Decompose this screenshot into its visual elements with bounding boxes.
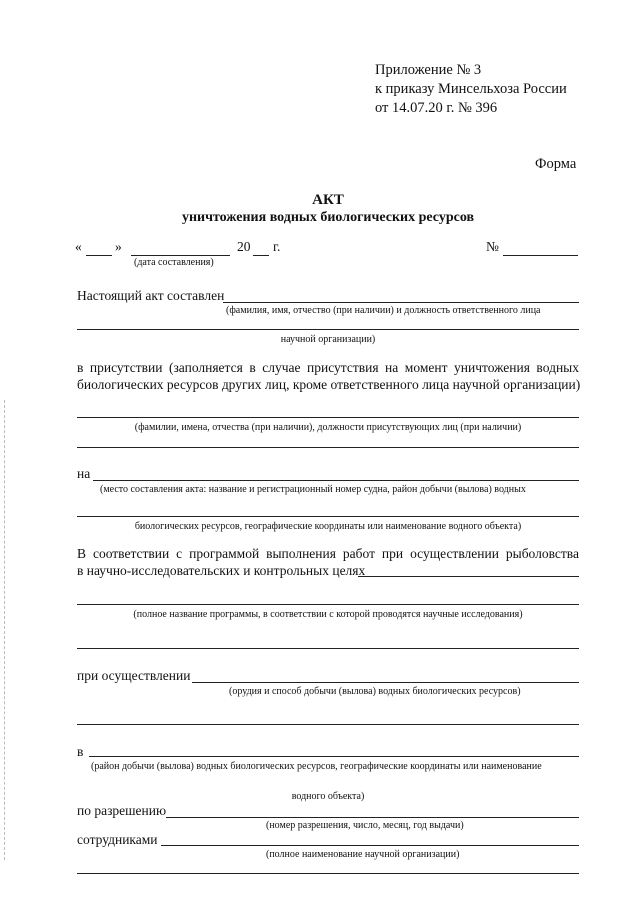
staff-caption: (полное наименование научной организации) — [266, 849, 460, 860]
attendees-caption: (фамилии, имена, отчества (при наличии), должности присутствующих лиц (при наличии) — [134, 422, 522, 433]
quote-close: » — [115, 239, 122, 254]
program-caption: (полное название программы, в соответствии с которой проводятся научные исследования) — [133, 609, 523, 620]
composed-label: Настоящий акт составлен — [77, 288, 225, 303]
place-caption: (место составления акта: название и регистрационный номер судна, район добычи (вылова) водных — [100, 484, 526, 495]
staff-label: сотрудниками — [77, 832, 158, 847]
gear-field-2[interactable] — [77, 724, 579, 725]
gear-caption: (орудия и способ добычи (вылова) водных биологических ресурсов) — [229, 686, 521, 697]
program-field-3[interactable] — [77, 648, 579, 649]
appendix-number: Приложение № 3 — [375, 62, 482, 78]
form-label: Форма — [535, 156, 577, 172]
area-caption-2: водного объекта) — [291, 791, 365, 802]
area-caption: (район добычи (вылова) водных биологических ресурсов, географические координаты или наименование — [91, 761, 542, 772]
act-number-field[interactable] — [503, 255, 578, 256]
year-field[interactable] — [253, 255, 269, 256]
year-suffix: г. — [273, 239, 281, 254]
permit-field[interactable] — [166, 817, 579, 818]
document-title: АКТ — [312, 192, 344, 208]
permit-caption: (номер разрешения, число, месяц, год выдачи) — [266, 820, 464, 831]
place-field-2[interactable] — [77, 516, 579, 517]
place-label: на — [77, 466, 91, 481]
area-field[interactable] — [89, 756, 579, 757]
number-sign: № — [486, 239, 499, 254]
area-label: в — [77, 744, 84, 759]
program-text-line1: В соответствии с программой выполнения работ при осуществлении рыболовства — [77, 546, 579, 561]
place-caption-2: биологических ресурсов, географические координаты или наименование водного объекта) — [134, 521, 522, 532]
gear-label: при осуществлении — [77, 668, 191, 683]
gear-field[interactable] — [192, 682, 579, 683]
order-reference: к приказу Минсельхоза России — [375, 81, 567, 97]
margin-dash-line — [4, 400, 5, 860]
year-prefix: 20 — [237, 239, 251, 254]
attendees-field-2[interactable] — [77, 447, 579, 448]
responsible-person-field-2[interactable] — [77, 329, 579, 330]
order-date-number: от 14.07.20 г. № 396 — [375, 100, 498, 116]
responsible-person-field[interactable] — [223, 302, 579, 303]
date-caption: (дата составления) — [134, 257, 214, 268]
staff-field-2[interactable] — [77, 873, 579, 874]
document-subtitle: уничтожения водных биологических ресурсов — [181, 210, 475, 225]
staff-field[interactable] — [161, 845, 579, 846]
presence-text-line2: биологических ресурсов других лиц, кроме ответственного лица научной организации) — [77, 377, 581, 392]
place-field[interactable] — [93, 480, 579, 481]
program-field[interactable] — [358, 576, 579, 577]
presence-text-line1: в присутствии (заполняется в случае присутствия на момент уничтожения водных — [77, 360, 579, 375]
attendees-field[interactable] — [77, 417, 579, 418]
program-text-line2: в научно-исследовательских и контрольных целях — [77, 563, 366, 578]
responsible-caption: (фамилия, имя, отчество (при наличии) и должность ответственного лица — [226, 305, 541, 316]
permit-label: по разрешению — [77, 803, 167, 818]
program-field-2[interactable] — [77, 604, 579, 605]
day-field[interactable] — [86, 255, 112, 256]
quote-open: « — [75, 239, 82, 254]
month-field[interactable] — [131, 255, 230, 256]
responsible-caption-2: научной организации) — [280, 334, 376, 345]
